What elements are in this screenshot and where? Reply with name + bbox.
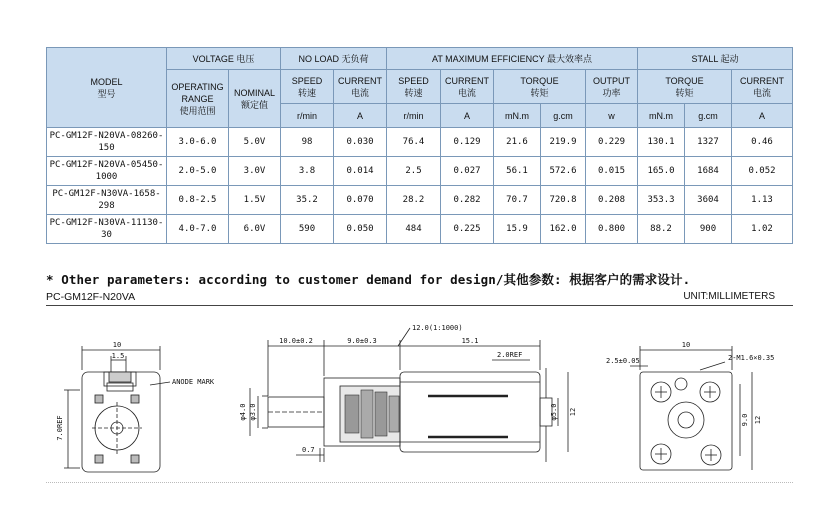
value-cell: 0.8-2.5 xyxy=(167,186,229,215)
unit-cell: A xyxy=(441,104,494,128)
diameter-5-label: φ5.0 xyxy=(550,403,558,421)
value-cell: 0.129 xyxy=(441,128,494,157)
nl-speed-header: SPEED 转速 xyxy=(281,70,334,104)
me-output-header: OUTPUT 功率 xyxy=(586,70,638,104)
value-cell: 0.070 xyxy=(334,186,387,215)
rear-offset-label: 2.5±0.05 xyxy=(606,357,640,365)
rear-height-12-label: 12 xyxy=(754,415,762,425)
unit-cell: r/min xyxy=(281,104,334,128)
flat-label: 0.7 xyxy=(302,446,315,454)
st-current-header: CURRENT 电流 xyxy=(732,70,793,104)
diameter-3-label: φ3.0 xyxy=(249,403,257,421)
rear-height-9-label: 9.0 xyxy=(741,413,749,427)
unit-cell: A xyxy=(334,104,387,128)
value-cell: 0.015 xyxy=(586,157,638,186)
motor-length-label: 15.1 xyxy=(461,337,479,345)
rear-width-label: 10 xyxy=(681,341,691,349)
value-cell: 0.027 xyxy=(441,157,494,186)
unit-cell: A xyxy=(732,104,793,128)
value-cell: 3.0-6.0 xyxy=(167,128,229,157)
front-view xyxy=(64,346,170,472)
value-cell: 0.229 xyxy=(586,128,638,157)
value-cell: 2.5 xyxy=(387,157,441,186)
model-cell: PC-GM12F-N20VA-08260-150 xyxy=(47,128,167,157)
unit-cell: mN.m xyxy=(494,104,541,128)
value-cell: 1684 xyxy=(685,157,732,186)
value-cell: 3.8 xyxy=(281,157,334,186)
unit-cell: g.cm xyxy=(541,104,586,128)
value-cell: 35.2 xyxy=(281,186,334,215)
model-cell: PC-GM12F-N30VA-11130-30 xyxy=(47,215,167,244)
model-cell: PC-GM12F-N30VA-1658-298 xyxy=(47,186,167,215)
value-cell: 165.0 xyxy=(638,157,685,186)
nominal-header: NOMINAL 额定值 xyxy=(229,70,281,128)
unit-cell: g.cm xyxy=(685,104,732,128)
value-cell: 484 xyxy=(387,215,441,244)
unit-label: UNIT:MILLIMETERS xyxy=(683,291,775,302)
no-load-header: NO LOAD 无负荷 xyxy=(281,48,387,70)
operating-range-header: OPERATING RANGE 使用范围 xyxy=(167,70,229,128)
value-cell: 720.8 xyxy=(541,186,586,215)
value-cell: 0.208 xyxy=(586,186,638,215)
value-cell: 1327 xyxy=(685,128,732,157)
drawing-part-number: PC-GM12F-N20VA xyxy=(46,291,136,303)
drawing-labels xyxy=(56,324,774,454)
front-width-label: 10 xyxy=(112,341,122,349)
stall-header: STALL 起动 xyxy=(638,48,793,70)
max-efficiency-header: AT MAXIMUM EFFICIENCY 最大效率点 xyxy=(387,48,638,70)
value-cell: 5.0V xyxy=(229,128,281,157)
value-cell: 70.7 xyxy=(494,186,541,215)
value-cell: 1.13 xyxy=(732,186,793,215)
value-cell: 15.9 xyxy=(494,215,541,244)
front-height-label: 7.0REF xyxy=(56,415,64,441)
diameter-4-label: φ4.0 xyxy=(239,403,247,421)
gear-length-label: 9.0±0.3 xyxy=(347,337,377,345)
value-cell: 590 xyxy=(281,215,334,244)
anode-mark-label: ANODE MARK xyxy=(172,378,215,386)
st-torque-header: TORQUE 转矩 xyxy=(638,70,732,104)
value-cell: 6.0V xyxy=(229,215,281,244)
nl-current-header: CURRENT 电流 xyxy=(334,70,387,104)
value-cell: 28.2 xyxy=(387,186,441,215)
side-view xyxy=(250,328,568,462)
value-cell: 353.3 xyxy=(638,186,685,215)
value-cell: 3604 xyxy=(685,186,732,215)
value-cell: 0.050 xyxy=(334,215,387,244)
value-cell: 0.030 xyxy=(334,128,387,157)
shaft-tolerance-label: 12.0(1:1000) xyxy=(412,324,463,332)
unit-cell: r/min xyxy=(387,104,441,128)
ref-label: 2.0REF xyxy=(497,351,523,359)
value-cell: 88.2 xyxy=(638,215,685,244)
value-cell: 219.9 xyxy=(541,128,586,157)
value-cell: 0.800 xyxy=(586,215,638,244)
value-cell: 98 xyxy=(281,128,334,157)
value-cell: 1.5V xyxy=(229,186,281,215)
value-cell: 130.1 xyxy=(638,128,685,157)
value-cell: 572.6 xyxy=(541,157,586,186)
voltage-header: VOLTAGE 电压 xyxy=(167,48,281,70)
rear-view xyxy=(630,346,752,470)
value-cell: 21.6 xyxy=(494,128,541,157)
value-cell: 162.0 xyxy=(541,215,586,244)
screw-label: 2-M1.6×0.35 xyxy=(728,354,775,362)
value-cell: 4.0-7.0 xyxy=(167,215,229,244)
shaft-length-label: 10.0±0.2 xyxy=(279,337,313,345)
value-cell: 0.014 xyxy=(334,157,387,186)
me-current-header: CURRENT 电流 xyxy=(441,70,494,104)
me-torque-header: TORQUE 转矩 xyxy=(494,70,586,104)
unit-cell: mN.m xyxy=(638,104,685,128)
front-slot-label: 1.5 xyxy=(111,352,125,360)
value-cell: 2.0-5.0 xyxy=(167,157,229,186)
value-cell: 0.052 xyxy=(732,157,793,186)
value-cell: 3.0V xyxy=(229,157,281,186)
value-cell: 0.46 xyxy=(732,128,793,157)
side-height-label: 12 xyxy=(569,407,577,417)
unit-cell: w xyxy=(586,104,638,128)
value-cell: 76.4 xyxy=(387,128,441,157)
model-header: MODEL 型号 xyxy=(47,48,167,128)
note-text: * Other parameters: according to customer demand for design/其他参数: 根据客户的需求设计. xyxy=(46,272,691,287)
me-speed-header: SPEED 转速 xyxy=(387,70,441,104)
value-cell: 0.282 xyxy=(441,186,494,215)
value-cell: 0.225 xyxy=(441,215,494,244)
value-cell: 1.02 xyxy=(732,215,793,244)
model-cell: PC-GM12F-N20VA-05450-1000 xyxy=(47,157,167,186)
value-cell: 900 xyxy=(685,215,732,244)
value-cell: 56.1 xyxy=(494,157,541,186)
